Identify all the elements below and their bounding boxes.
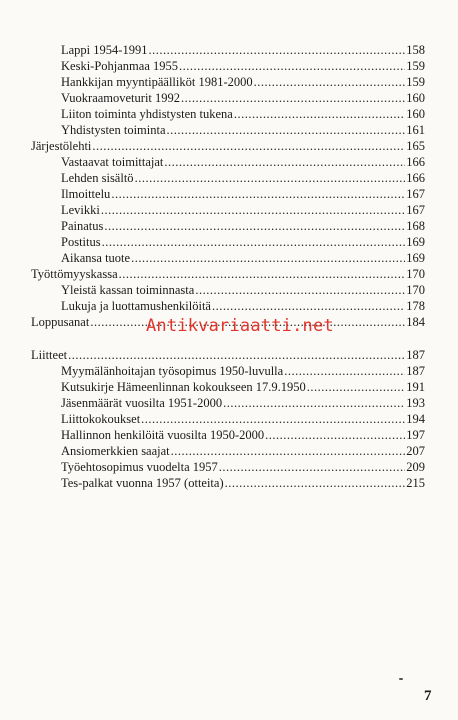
toc-entry-title: Postitus: [61, 235, 101, 249]
leader-dots: [111, 186, 405, 202]
leader-dots: [171, 443, 406, 459]
toc-entry: [61, 379, 425, 395]
toc-entry-title: Aikansa tuote: [61, 251, 131, 265]
toc-entry: [61, 475, 425, 491]
toc-entry-page: 197: [406, 428, 425, 442]
toc-entry: [61, 443, 425, 459]
toc-entry-page: 159: [406, 59, 425, 73]
toc-entry-title: Jäsenmäärät vuosilta 1951-2000: [61, 396, 223, 410]
toc-entry-title: Vastaavat toimittajat: [61, 155, 164, 169]
leader-dots: [164, 154, 405, 170]
toc-entry-title: Lukuja ja luottamushenkilöitä: [61, 299, 211, 313]
toc-entry-title: Ilmoittelu: [61, 187, 111, 201]
toc-entry-title: Vuokraamoveturit 1992: [61, 91, 181, 105]
toc-entry-page: 215: [406, 476, 425, 490]
toc-entry: [61, 427, 425, 443]
leader-dots: [167, 122, 406, 138]
toc-entry-title: Yleistä kassan toiminnasta: [61, 283, 195, 297]
toc-entry: [61, 170, 425, 186]
toc-entry: [61, 218, 425, 234]
leader-dots: [181, 90, 405, 106]
toc-entry-page: 169: [406, 251, 425, 265]
toc-entry-page: 209: [406, 460, 425, 474]
leader-dots: [104, 218, 405, 234]
toc-entry-page: 170: [406, 267, 425, 281]
toc-entry-page: 168: [406, 219, 425, 233]
leader-dots: [101, 202, 405, 218]
leader-dots: [119, 266, 406, 282]
toc-entry: [61, 122, 425, 138]
toc-entry: [61, 202, 425, 218]
leader-dots: [195, 282, 405, 298]
leader-dots: [141, 411, 405, 427]
leader-dots: [265, 427, 405, 443]
toc-entry-title: Lehden sisältö: [61, 171, 134, 185]
toc-entry-page: 193: [406, 396, 425, 410]
print-speck: [399, 678, 403, 680]
toc-entry-page: 160: [406, 107, 425, 121]
toc-entry-page: 161: [406, 123, 425, 137]
toc-entry: [61, 395, 425, 411]
toc-entry-title: Ansiomerkkien saajat: [61, 444, 170, 458]
toc-entry: [61, 298, 425, 314]
watermark-text: Antikvariaatti.net: [146, 316, 334, 336]
toc-entry-page: 158: [406, 43, 425, 57]
toc-entry-title: Loppusanat: [31, 315, 90, 329]
toc-entry: [61, 42, 425, 58]
toc-entry-title: Hallinnon henkilöitä vuosilta 1950-2000: [61, 428, 265, 442]
leader-dots: [212, 298, 405, 314]
toc-entry-title: Liitteet: [31, 348, 68, 362]
toc-entry-title: Työehtosopimus vuodelta 1957: [61, 460, 218, 474]
page-number: 7: [424, 688, 432, 704]
toc-entry: [61, 90, 425, 106]
leader-dots: [225, 475, 406, 491]
toc-entry: [61, 106, 425, 122]
leader-dots: [135, 170, 406, 186]
toc-entry-title: Yhdistysten toiminta: [61, 123, 166, 137]
leader-dots: [307, 379, 406, 395]
toc-entry: [61, 234, 425, 250]
toc-entry: [61, 186, 425, 202]
toc-entry-title: Hankkijan myyntipäälliköt 1981-2000: [61, 75, 253, 89]
leader-dots: [92, 138, 405, 154]
toc-entry-title: Myymälänhoitajan työsopimus 1950-luvulla: [61, 364, 284, 378]
toc-entry-page: 167: [406, 187, 425, 201]
toc-section-heading: [31, 266, 425, 282]
toc-entry-title: Painatus: [61, 219, 104, 233]
toc-entry: [61, 58, 425, 74]
toc-entry-title: Työttömyyskassa: [31, 267, 118, 281]
toc-section-heading: [31, 138, 425, 154]
leader-dots: [254, 74, 406, 90]
toc-entry-page: 159: [406, 75, 425, 89]
toc-entry-page: 160: [406, 91, 425, 105]
toc-entry-title: Liittokokoukset: [61, 412, 141, 426]
toc-entry-title: Lappi 1954-1991: [61, 43, 148, 57]
leader-dots: [179, 58, 405, 74]
toc-entry-page: 194: [406, 412, 425, 426]
toc-section-heading: [31, 347, 425, 363]
leader-dots: [148, 42, 405, 58]
leader-dots: [284, 363, 405, 379]
toc-entry-page: 207: [406, 444, 425, 458]
toc-entry: [61, 459, 425, 475]
leader-dots: [102, 234, 406, 250]
toc-entry: [61, 411, 425, 427]
toc-entry-page: 187: [406, 348, 425, 362]
toc-entry-page: 166: [406, 155, 425, 169]
toc-entry-title: Keski-Pohjanmaa 1955: [61, 59, 178, 73]
toc-entry: [61, 250, 425, 266]
toc-entry-page: 167: [406, 203, 425, 217]
leader-dots: [223, 395, 405, 411]
toc-entry-title: Tes-palkat vuonna 1957 (otteita): [61, 476, 224, 490]
toc-entry-page: 169: [406, 235, 425, 249]
leader-dots: [219, 459, 405, 475]
toc-entry: [61, 363, 425, 379]
toc-entry: [61, 282, 425, 298]
leader-dots: [234, 106, 405, 122]
toc-entry-page: 178: [406, 299, 425, 313]
toc-entry-title: Järjestölehti: [31, 139, 92, 153]
toc-entry-title: Levikki: [61, 203, 100, 217]
leader-dots: [131, 250, 405, 266]
toc-entry-title: Liiton toiminta yhdistysten tukena: [61, 107, 233, 121]
leader-dots: [68, 347, 405, 363]
toc-entry-page: 187: [406, 364, 425, 378]
toc-entry-page: 166: [406, 171, 425, 185]
toc-entry-page: 170: [406, 283, 425, 297]
toc-entry-page: 165: [406, 139, 425, 153]
toc-entry-page: 191: [406, 380, 425, 394]
toc-entry: [61, 74, 425, 90]
toc-entry-page: 184: [406, 315, 425, 329]
toc-entry-title: Kutsukirje Hämeenlinnan kokoukseen 17.9.1950: [61, 380, 306, 394]
toc-entry: [61, 154, 425, 170]
